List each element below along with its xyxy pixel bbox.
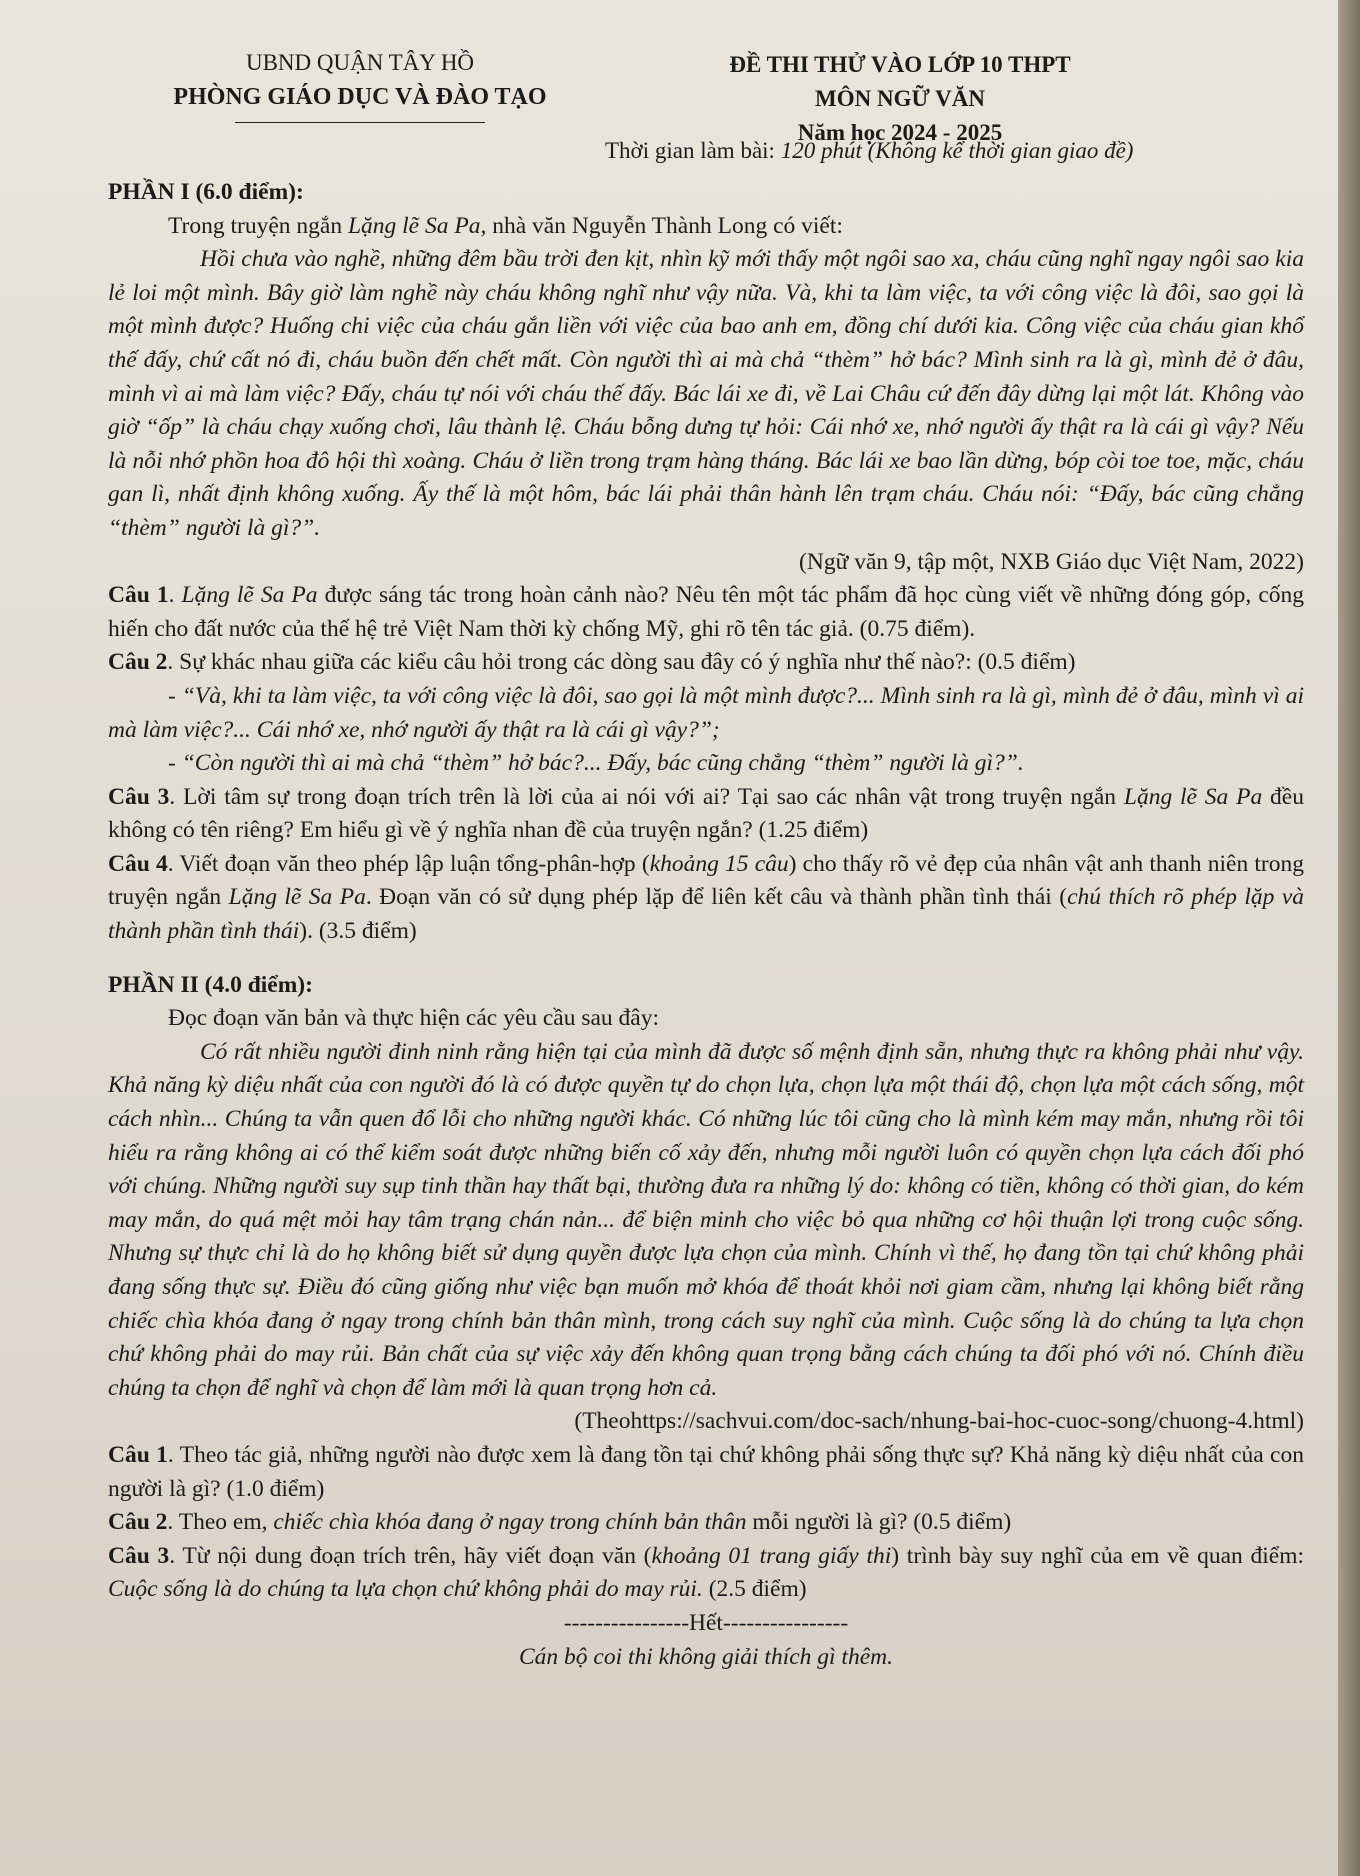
section-gap — [108, 949, 1304, 969]
part1-heading: PHẦN I (6.0 điểm): — [108, 179, 304, 205]
question-text: . Theo tác giả, những người nào được xem là đang tồn tại chứ không phải sống thực sự? Khả năng kỳ diệu nhất của con người là gì? (1.0 điểm) — [108, 1441, 1304, 1502]
header-underline — [235, 122, 485, 123]
intro-text-end: , nhà văn Nguyễn Thành Long có viết: — [480, 212, 843, 239]
time-value: 120 phút (Không kể thời gian giao đề) — [780, 138, 1134, 163]
question-quote: Cuộc sống là do chúng ta lựa chọn chứ không phải do may rủi. — [108, 1576, 703, 1603]
exam-content — [108, 176, 1304, 1674]
part2-intro: Đọc đoạn văn bản và thực hiện các yêu cầu sau đây: — [168, 1005, 660, 1032]
question-text: ) cho thấy rõ vẻ đẹp của nhân vật anh thanh niên trong truyện ngắn — [108, 850, 1304, 911]
question-note: khoảng 01 trang giấy thi — [651, 1542, 892, 1569]
question-label: Câu 2 — [108, 1509, 168, 1536]
subject-title: MÔN NGỮ VĂN — [815, 86, 985, 111]
proctor-note: Cán bộ coi thi không giải thích gì thêm. — [518, 1643, 893, 1670]
part2-question-2 — [108, 1506, 1304, 1540]
part1-question-1: Câu 1. Lặng lẽ Sa Pa được sáng tác trong hoàn cảnh nào? Nêu tên một tác phẩm đã học cùng viết về những đóng góp, cống hiến cho đất nước của thế hệ trẻ Việt Nam thời kỳ chống Mỹ, ghi rõ tên tác giả. (0.75 điểm). — [108, 582, 1305, 642]
question-text: . Viết đoạn văn theo phép lập luận tổng-phân-hợp ( — [167, 850, 650, 877]
question-label: Câu 3 — [108, 1542, 170, 1569]
story-title: Lặng lẽ Sa Pa — [228, 884, 366, 911]
question-label: Câu 4 — [108, 850, 168, 877]
question-text: . Đoạn văn có sử dụng phép lặp để liên kết câu và thành phần tình thái ( — [365, 884, 1068, 911]
part1-source: (Ngữ văn 9, tập một, NXB Giáo dục Việt Nam, 2022) — [799, 548, 1304, 575]
part2-heading: PHẦN II (4.0 điểm): — [108, 971, 313, 998]
question-text: . Lời tâm sự trong đoạn trích trên là lời của ai nói với ai? Tại sao các nhân vật trong truyện ngắn — [169, 783, 1124, 810]
story-title: Lặng lẽ Sa Pa — [347, 212, 481, 239]
story-title: Lặng lẽ Sa Pa — [1123, 783, 1263, 810]
org-name: UBND QUẬN TÂY HỒ — [245, 50, 475, 75]
department-name: PHÒNG GIÁO DỤC VÀ ĐÀO TẠO — [173, 84, 547, 110]
part2-question-1 — [108, 1439, 1304, 1506]
part1-question-2-line-1: - “Và, khi ta làm việc, ta với công việc là đôi, sao gọi là một mình được?... Mình sinh ra là gì, mình đẻ ở đâu, mình vì ai mà làm việc?... Cái nhớ xe, nhớ người ấy thật ra là cái gì vậy?”; — [108, 682, 1304, 743]
question-text: được sáng tác trong hoàn cảnh nào? Nêu tên một tác phẩm đã học cùng viết về những đóng góp, cống hiến cho đất nước của thế hệ trẻ Việt Nam thời kỳ chống Mỹ, ghi rõ tên tác giả. (0.75 điểm). — [108, 582, 1305, 642]
question-text-end: mỗi người là gì? (0.5 điểm) — [746, 1509, 1012, 1536]
header-left — [130, 46, 590, 123]
part1-question-2-line-2: - “Còn người thì ai mà chả “thèm” hở bác?... Đấy, bác cũng chẳng “thèm” người là gì?”. — [168, 750, 1024, 777]
question-note: chú thích rõ phép lặp và thành phần tình thái — [108, 884, 1305, 945]
question-text: ) trình bày suy nghĩ của em về quan điểm: — [891, 1542, 1304, 1569]
part2-passage: Có rất nhiều người đinh ninh rằng hiện tại của mình đã được số mệnh định sẵn, nhưng thực ra không phải như vậy. Khả năng kỳ diệu nhất của con người đó là có được quyền tự do chọn lựa, chọn lựa một thái độ, chọn lựa một cách sống, một cách nhìn... Chúng ta vẫn quen đổ lỗi cho những người khác. Có những lúc tôi cũng cho là mình kém may mắn, nhưng rồi tôi hiểu ra rằng không ai có thể kiểm soát được những biến cố xảy đến, nhưng mỗi người luôn có quyền chọn lựa cách đối phó với chúng. Những người suy sụp tinh thần hay thất bại, thường đưa ra những lý do: không có tiền, không có thời gian, do kém may mắn, do quá mệt mỏi hay tâm trạng chán nản... để biện minh cho việc bỏ qua những cơ hội thuận lợi trong cuộc sống. Nhưng sự thực chỉ là do họ không biết sử dụng quyền được lựa chọn của mình. Chính vì thế, họ đang tồn tại chứ không phải đang sống thực sự. Điều đó cũng giống như việc bạn muốn mở khóa để thoát khỏi nơi giam cầm, nhưng lại không biết rằng chiếc chìa khóa đang ở ngay trong chính bản thân mình, trong cách suy nghĩ của mình. Cuộc sống là do chúng ta lựa chọn chứ không phải do may rủi. Bản chất của sự việc xảy đến không quan trọng bằng cách chúng ta đối phó với nó. Chính điều chúng ta chọn để nghĩ và chọn để làm mới là quan trọng hơn cả. — [108, 1038, 1304, 1401]
time-label: Thời gian làm bài: — [605, 138, 781, 163]
question-text: . Theo em, — [167, 1509, 274, 1536]
part1-passage: Hồi chưa vào nghề, những đêm bầu trời đen kịt, nhìn kỹ mới thấy một ngôi sao xa, cháu cũng nghĩ ngay ngôi sao kia lẻ loi một mình. Bây giờ làm nghề này cháu không nghĩ như vậy nữa. Và, khi ta làm việc, ta với công việc là đôi, sao gọi là một mình được? Huống chi việc của cháu gắn liền với việc của bao anh em, đồng chí dưới kia. Công việc của cháu gian khổ thế đấy, chứ cất nó đi, cháu buồn đến chết mất. Còn người thì ai mà chả “thèm” hở bác? Mình sinh ra là gì, mình đẻ ở đâu, mình vì ai mà làm việc? Đấy, cháu tự nói với cháu thế đấy. Bác lái xe đi, về Lai Châu cứ đến đây dừng lại một lát. Không vào giờ “ốp” là cháu chạy xuống chơi, lâu thành lệ. Cháu bỗng dưng tự hỏi: Cái nhớ xe, nhớ người ấy thật ra là cái gì vậy? Nếu là nỗi nhớ phồn hoa đô hội thì xoàng. Cháu ở liền trong trạm hàng tháng. Bác lái xe bao lần dừng, bóp còi toe toe, mặc, cháu gan lì, nhất định không xuống. Ấy thế là một hôm, bác lái phải thân hành lên trạm cháu. Cháu nói: “Đấy, bác cũng chẳng “thèm” người là gì?”. — [108, 246, 1304, 541]
school-year: Năm học 2024 - 2025 — [797, 120, 1003, 145]
question-text: . Từ nội dung đoạn trích trên, hãy viết đoạn văn ( — [169, 1542, 652, 1569]
table-edge — [1338, 0, 1360, 1876]
exam-title: ĐỀ THI THỬ VÀO LỚP 10 THPT — [729, 52, 1071, 77]
question-text-end: đều không có tên riêng? Em hiểu gì về ý nghĩa nhan đề của truyện ngắn? (1.25 điểm) — [108, 783, 1304, 844]
question-note: khoảng 15 câu — [649, 850, 789, 877]
question-quote: chiếc chìa khóa đang ở ngay trong chính bản thân — [273, 1509, 747, 1536]
part1-question-3 — [108, 781, 1304, 848]
part2-source: (Theohttps://sachvui.com/doc-sach/nhung-bai-hoc-cuoc-song/chuong-4.html) — [574, 1408, 1304, 1435]
part1-question-4 — [108, 848, 1304, 949]
time-allowed — [605, 138, 1133, 164]
question-label: Câu 1 — [108, 582, 169, 609]
question-text-end: (2.5 điểm) — [702, 1576, 807, 1603]
header-right — [640, 48, 1160, 150]
question-label: Câu 3 — [108, 783, 170, 810]
end-marker: ----------------Hết---------------- — [563, 1609, 849, 1636]
part1-question-2 — [108, 646, 1304, 680]
intro-text: Trong truyện ngắn — [168, 212, 348, 239]
story-title: Lặng lẽ Sa Pa — [181, 582, 318, 609]
question-text: . Sự khác nhau giữa các kiểu câu hỏi trong các dòng sau đây có ý nghĩa như thế nào?: (0.5 điểm) — [167, 649, 1076, 676]
part2-question-3 — [108, 1540, 1304, 1607]
question-label: Câu 1 — [108, 1441, 168, 1468]
question-label: Câu 2 — [108, 649, 168, 676]
part1-intro — [108, 210, 1304, 244]
question-text-end: ). (3.5 điểm) — [299, 918, 417, 945]
